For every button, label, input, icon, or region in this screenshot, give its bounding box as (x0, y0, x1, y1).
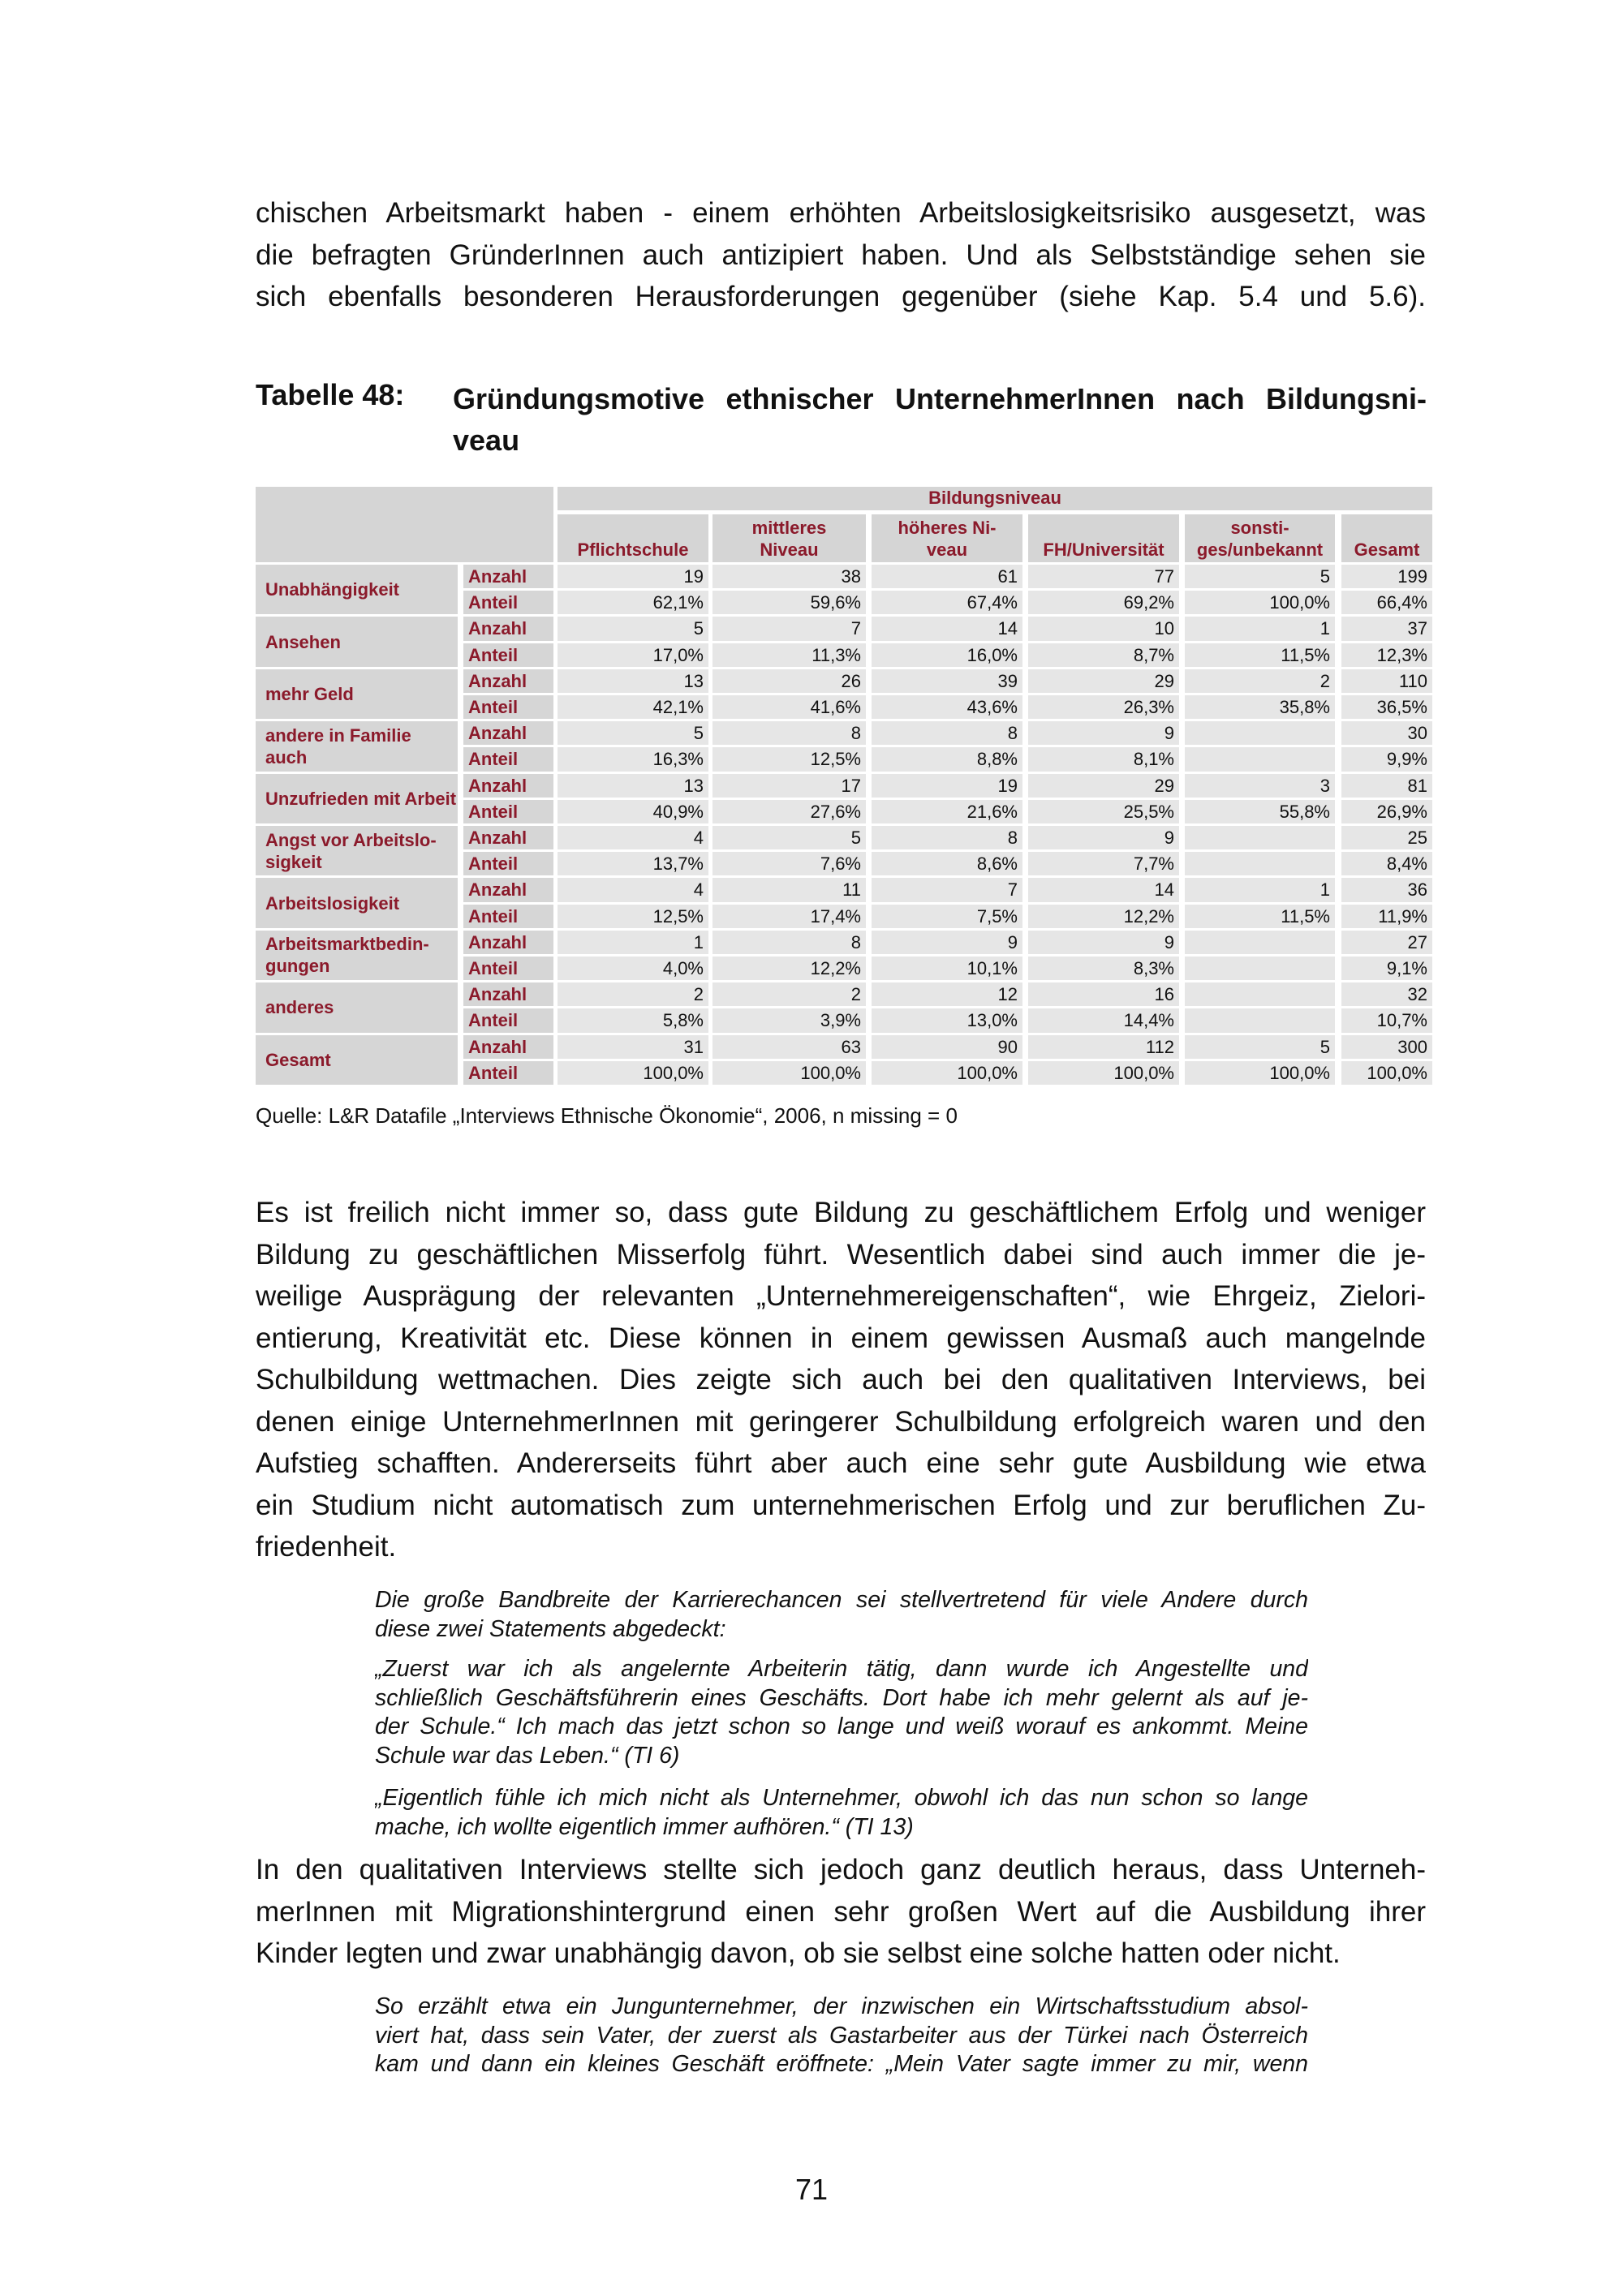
table-cell (1185, 852, 1335, 875)
table-cell: 8,1% (1028, 747, 1179, 771)
quote-statement-1 (375, 1655, 1308, 1770)
table-cell (1185, 982, 1335, 1006)
table-cell: 29 (1028, 774, 1179, 798)
table-cell: 8,3% (1028, 957, 1179, 980)
table-cell: 39 (872, 669, 1022, 693)
measure-label: Anzahl (463, 1035, 553, 1059)
table-cell: 1 (558, 931, 708, 954)
table-cell: 11,9% (1341, 905, 1432, 928)
text-line: entierung, Kreativität etc. Diese können in einem gewissen Ausmaß auch mangelnde (256, 1322, 1426, 1354)
table-cell: 8,7% (1028, 643, 1179, 667)
row-label: anderes (256, 982, 458, 1032)
table-cell: 8 (712, 721, 866, 745)
table-cell: 3,9% (712, 1008, 866, 1032)
text-line: Es ist freilich nicht immer so, dass gute Bildung zu geschäftlichem Erfolg und weniger (256, 1197, 1426, 1228)
column-header-line: ges/unbekannt (1196, 540, 1324, 560)
table-cell: 13,7% (558, 852, 708, 875)
column-header (1341, 514, 1432, 562)
quote-statement-2 (375, 1784, 1308, 1842)
text-line: diese zwei Statements abgedeckt: (375, 1615, 726, 1642)
table-cell: 25 (1341, 826, 1432, 849)
table-cell: 1 (1185, 878, 1335, 901)
page-number: 71 (794, 2173, 829, 2206)
measure-label: Anteil (463, 957, 553, 980)
table-cell: 7 (872, 878, 1022, 901)
table-cell: 8 (872, 826, 1022, 849)
table-cell: 40,9% (558, 800, 708, 823)
table-cell: 5 (558, 617, 708, 640)
measure-label: Anteil (463, 695, 553, 719)
paragraph-education (256, 1192, 1426, 1568)
table-cell: 16,0% (872, 643, 1022, 667)
table-cell: 29 (1028, 669, 1179, 693)
table-cell (1185, 931, 1335, 954)
table-cell: 67,4% (872, 591, 1022, 614)
quote-block-1 (375, 1586, 1308, 1842)
measure-label: Anteil (463, 852, 553, 875)
table-cell: 5 (712, 826, 866, 849)
text-line: Aufstieg schafften. Andererseits führt aber auch eine sehr gute Ausbildung wie etwa (256, 1447, 1426, 1479)
measure-label: Anteil (463, 747, 553, 771)
table-cell: 19 (872, 774, 1022, 798)
table-cell: 5 (1185, 1035, 1335, 1059)
table-cell: 66,4% (1341, 591, 1432, 614)
table-cell: 9 (1028, 931, 1179, 954)
table-cell: 41,6% (712, 695, 866, 719)
table-number: Tabelle 48: (256, 378, 405, 411)
table-cell: 26 (712, 669, 866, 693)
text-line: veau (453, 424, 520, 457)
table-cell: 13 (558, 774, 708, 798)
table-cell: 300 (1341, 1035, 1432, 1059)
column-header (872, 514, 1022, 562)
quote-intro (375, 1586, 1308, 1644)
column-header-line: Niveau (760, 540, 819, 560)
text-line: „Eigentlich fühle ich mich nicht als Unternehmer, obwohl ich das nun schon so lange (375, 1785, 1308, 1811)
text-line: So erzählt etwa ein Jungunternehmer, der inzwischen ein Wirtschaftsstudium absol- (375, 1993, 1308, 2019)
table-cell: 81 (1341, 774, 1432, 798)
measure-label: Anteil (463, 1061, 553, 1085)
row-label: Arbeitsmarktbedin- gungen (256, 931, 458, 980)
table-cell: 100,0% (1185, 1061, 1335, 1085)
table-cell: 2 (558, 982, 708, 1006)
text-line: merInnen mit Migrationshintergrund einen sehr großen Wert auf die Ausbildung ihrer (256, 1895, 1426, 1928)
table-cell: 43,6% (872, 695, 1022, 719)
text-line: schließlich Geschäftsführerin eines Geschäfts. Dort habe ich mehr gelernt als auf je- (375, 1684, 1308, 1711)
table-cell: 1 (1185, 617, 1335, 640)
table-cell: 12,2% (1028, 905, 1179, 928)
table-cell: 10 (1028, 617, 1179, 640)
table-cell: 27 (1341, 931, 1432, 954)
text-line: Kinder legten und zwar unabhängig davon, ob sie selbst eine solche hatten oder nicht. (256, 1937, 1341, 1969)
table-cell: 10,1% (872, 957, 1022, 980)
column-header-line: veau (926, 540, 968, 560)
measure-label: Anzahl (463, 565, 553, 588)
measure-label: Anzahl (463, 617, 553, 640)
table-cell (1185, 747, 1335, 771)
row-label: Angst vor Arbeitslo- sigkeit (256, 826, 458, 875)
table-cell: 100,0% (712, 1061, 866, 1085)
measure-label: Anzahl (463, 931, 553, 954)
group-header: Bildungsniveau (558, 487, 1432, 510)
row-label: Ansehen (256, 617, 458, 666)
measure-label: Anzahl (463, 982, 553, 1006)
paragraph-intro (256, 192, 1426, 318)
text-line: Gründungsmotive ethnischer UnternehmerInnen nach Bildungsni- (453, 382, 1427, 415)
text-line: In den qualitativen Interviews stellte sich jedoch ganz deutlich heraus, dass Unterneh- (256, 1854, 1426, 1885)
column-header-line: Pflichtschule (577, 540, 689, 560)
table-cell (1185, 957, 1335, 980)
table-cell: 3 (1185, 774, 1335, 798)
row-label: andere in Familie auch (256, 721, 458, 771)
paragraph-children-education (256, 1849, 1426, 1975)
table-cell: 17,0% (558, 643, 708, 667)
table-cell (1185, 1008, 1335, 1032)
table-cell: 5 (1185, 565, 1335, 588)
text-line: Schulbildung wettmachen. Dies zeigte sich auch bei den qualitativen Interviews, bei (256, 1364, 1426, 1395)
text-line: Schule war das Leben.“ (TI 6) (375, 1742, 680, 1769)
column-header-line: FH/Universität (1043, 540, 1165, 560)
table-title (453, 378, 1427, 461)
table-cell: 5 (558, 721, 708, 745)
column-header (712, 514, 866, 562)
table-cell: 9 (872, 931, 1022, 954)
column-header-line: Gesamt (1354, 540, 1420, 560)
text-line: viert hat, dass sein Vater, der zuerst als Gastarbeiter aus der Türkei nach Österreich (375, 2022, 1308, 2049)
table-cell: 21,6% (872, 800, 1022, 823)
table-cell: 100,0% (872, 1061, 1022, 1085)
column-header-line: mittleres (751, 518, 827, 538)
measure-label: Anteil (463, 1008, 553, 1032)
table-cell: 14,4% (1028, 1008, 1179, 1032)
table-cell: 14 (1028, 878, 1179, 901)
table-cell: 26,3% (1028, 695, 1179, 719)
table-source: Quelle: L&R Datafile „Interviews Ethnische Ökonomie“, 2006, n missing = 0 (256, 1103, 958, 1128)
text-line: chischen Arbeitsmarkt haben - einem erhöhten Arbeitslosigkeitsrisiko ausgesetzt, was (256, 197, 1426, 229)
text-line: Die große Bandbreite der Karrierechancen sei stellvertretend für viele Andere durch (375, 1587, 1308, 1613)
table-cell: 19 (558, 565, 708, 588)
table-cell: 37 (1341, 617, 1432, 640)
table-cell: 10,7% (1341, 1008, 1432, 1032)
column-header (558, 514, 708, 562)
table-cell: 9 (1028, 826, 1179, 849)
table-cell: 8 (872, 721, 1022, 745)
table-cell: 8,6% (872, 852, 1022, 875)
table-cell: 4,0% (558, 957, 708, 980)
table-cell: 36 (1341, 878, 1432, 901)
measure-label: Anzahl (463, 721, 553, 745)
table-cell: 2 (712, 982, 866, 1006)
table-cell: 4 (558, 826, 708, 849)
table-cell: 31 (558, 1035, 708, 1059)
column-header-line: sonsti- (1230, 518, 1289, 538)
table-cell: 11,3% (712, 643, 866, 667)
table-cell: 11 (712, 878, 866, 901)
measure-label: Anteil (463, 905, 553, 928)
table-cell: 7,5% (872, 905, 1022, 928)
text-line: Bildung zu geschäftlichen Misserfolg führt. Wesentlich dabei sind auch immer die je- (256, 1238, 1426, 1271)
table-cell: 14 (872, 617, 1022, 640)
table-cell: 9,1% (1341, 957, 1432, 980)
table-cell: 5,8% (558, 1008, 708, 1032)
table-cell: 8,8% (872, 747, 1022, 771)
measure-label: Anzahl (463, 878, 553, 901)
table-cell: 199 (1341, 565, 1432, 588)
text-line: kam und dann ein kleines Geschäft eröffnete: „Mein Vater sagte immer zu mir, wenn (375, 2051, 1308, 2077)
row-label: Arbeitslosigkeit (256, 878, 458, 927)
measure-label: Anzahl (463, 826, 553, 849)
text-line: friedenheit. (256, 1531, 397, 1563)
table-cell: 100,0% (1185, 591, 1335, 614)
measure-label: Anteil (463, 591, 553, 614)
table-cell: 8 (712, 931, 866, 954)
table-cell: 11,5% (1185, 643, 1335, 667)
row-label: mehr Geld (256, 669, 458, 719)
text-line: weilige Ausprägung der relevanten „Unternehmereigenschaften“, wie Ehrgeiz, Zielori- (256, 1280, 1426, 1312)
table-cell: 11,5% (1185, 905, 1335, 928)
table-cell: 2 (1185, 669, 1335, 693)
column-header (1185, 514, 1335, 562)
quote-block-2 (375, 1993, 1308, 2079)
column-header-line: höheres Ni- (898, 518, 997, 538)
table-cell: 7,6% (712, 852, 866, 875)
measure-label: Anzahl (463, 669, 553, 693)
measure-label: Anteil (463, 800, 553, 823)
table-cell: 16,3% (558, 747, 708, 771)
table-cell: 100,0% (1028, 1061, 1179, 1085)
table-cell: 112 (1028, 1035, 1179, 1059)
row-label: Gesamt (256, 1035, 458, 1085)
table-cell: 32 (1341, 982, 1432, 1006)
table-cell: 4 (558, 878, 708, 901)
table-cell: 17 (712, 774, 866, 798)
table-cell: 30 (1341, 721, 1432, 745)
table-cell: 69,2% (1028, 591, 1179, 614)
table-cell: 26,9% (1341, 800, 1432, 823)
table-cell (1185, 721, 1335, 745)
table-cell: 90 (872, 1035, 1022, 1059)
text-line: ein Studium nicht automatisch zum unternehmerischen Erfolg und zur beruflichen Zu- (256, 1489, 1426, 1521)
table-cell: 12,3% (1341, 643, 1432, 667)
table-cell: 35,8% (1185, 695, 1335, 719)
table-cell: 61 (872, 565, 1022, 588)
row-label: Unzufrieden mit Arbeit (256, 774, 458, 823)
table-cell: 38 (712, 565, 866, 588)
text-line: der Schule.“ Ich mach das jetzt schon so lange und weiß worauf es ankommt. Meine (375, 1713, 1308, 1739)
text-line: sich ebenfalls besonderen Herausforderungen gegenüber (siehe Kap. 5.4 und 5.6). (256, 281, 1426, 312)
table-cell: 8,4% (1341, 852, 1432, 875)
table-cell: 55,8% (1185, 800, 1335, 823)
text-line: die befragten GründerInnen auch antizipiert haben. Und als Selbstständige sehen sie (256, 239, 1426, 271)
table-cell: 9,9% (1341, 747, 1432, 771)
text-line: mache, ich wollte eigentlich immer aufhören.“ (TI 13) (375, 1813, 914, 1840)
table-cell: 7 (712, 617, 866, 640)
table-cell: 16 (1028, 982, 1179, 1006)
text-line: denen einige UnternehmerInnen mit geringerer Schulbildung erfolgreich waren und den (256, 1405, 1426, 1438)
table-cell (1185, 826, 1335, 849)
table-cell: 27,6% (712, 800, 866, 823)
table-cell: 17,4% (712, 905, 866, 928)
table-cell: 12,2% (712, 957, 866, 980)
table-cell: 25,5% (1028, 800, 1179, 823)
measure-label: Anzahl (463, 774, 553, 798)
column-header (1028, 514, 1179, 562)
row-label: Unabhängigkeit (256, 565, 458, 614)
table-cell: 77 (1028, 565, 1179, 588)
text-line: „Zuerst war ich als angelernte Arbeiterin tätig, dann wurde ich Angestellte und (375, 1656, 1308, 1682)
table-cell: 42,1% (558, 695, 708, 719)
table-cell: 13 (558, 669, 708, 693)
table-cell: 62,1% (558, 591, 708, 614)
table-cell: 100,0% (558, 1061, 708, 1085)
table-cell: 36,5% (1341, 695, 1432, 719)
table-cell: 110 (1341, 669, 1432, 693)
table-cell: 7,7% (1028, 852, 1179, 875)
data-table (256, 487, 1432, 1087)
measure-label: Anteil (463, 643, 553, 667)
table-cell: 12 (872, 982, 1022, 1006)
table-cell: 12,5% (558, 905, 708, 928)
table-cell: 12,5% (712, 747, 866, 771)
table-cell: 9 (1028, 721, 1179, 745)
table-cell: 100,0% (1341, 1061, 1432, 1085)
table-cell: 13,0% (872, 1008, 1022, 1032)
table-cell: 59,6% (712, 591, 866, 614)
table-cell: 63 (712, 1035, 866, 1059)
header-corner (256, 487, 553, 562)
